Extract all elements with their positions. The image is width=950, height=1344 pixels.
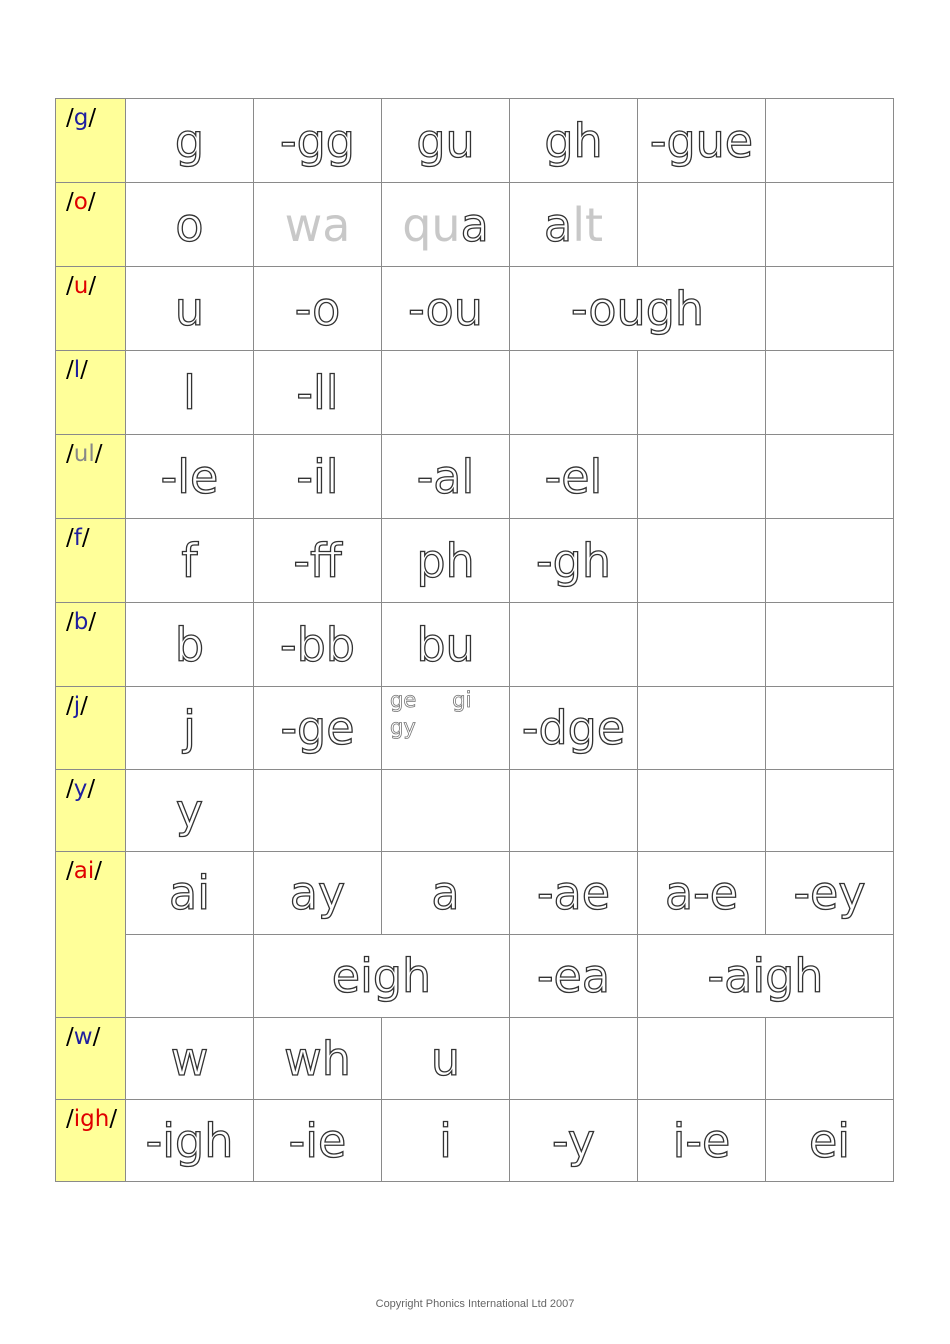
spelling-cell	[126, 267, 254, 351]
spelling-cell	[510, 351, 638, 435]
sound-label-cell	[56, 519, 126, 603]
table-row	[56, 435, 894, 519]
phonics-chart	[55, 98, 894, 1182]
spelling-cell	[638, 1100, 766, 1182]
sound-label-cell	[56, 435, 126, 519]
spelling: ai	[169, 866, 210, 920]
spelling-cell	[254, 935, 510, 1018]
spelling: -ou	[408, 281, 483, 336]
spelling-cell	[382, 351, 510, 435]
sound-label: /j/	[66, 693, 88, 719]
spelling: ge	[390, 688, 417, 712]
spelling-cell	[254, 770, 382, 852]
spelling: i-e	[672, 1113, 731, 1168]
spelling-cell	[126, 687, 254, 770]
spelling-cell	[126, 519, 254, 603]
spelling-cell	[254, 99, 382, 183]
sound-label: /ai/	[66, 858, 102, 884]
table-row	[56, 99, 894, 183]
spelling-cell	[766, 519, 894, 603]
spelling-cell	[126, 770, 254, 852]
spelling-cell	[766, 435, 894, 519]
spelling-cell	[510, 770, 638, 852]
table-row	[56, 1018, 894, 1100]
spelling-cell	[510, 1100, 638, 1182]
spelling: ph	[416, 533, 475, 588]
sound-label-cell	[56, 852, 126, 1018]
sound-label-cell	[56, 770, 126, 852]
spelling-cell	[766, 687, 894, 770]
table-row	[56, 351, 894, 435]
spelling-cell	[638, 852, 766, 935]
sound-label: /f/	[66, 525, 90, 551]
spelling: -gg	[280, 113, 355, 168]
sound-label-cell	[56, 1018, 126, 1100]
spelling: -ey	[793, 866, 866, 920]
spelling: -gue	[649, 113, 754, 168]
sound-label-cell	[56, 687, 126, 770]
spelling: ei	[808, 1113, 851, 1168]
spelling-cell	[126, 852, 254, 935]
spelling: eigh	[331, 949, 432, 1003]
spelling-cell	[766, 1018, 894, 1100]
sound-label: /ul/	[66, 441, 103, 467]
sound-label-cell	[56, 267, 126, 351]
spelling-cell	[510, 183, 638, 267]
table-row	[56, 519, 894, 603]
spelling-cell	[126, 603, 254, 687]
spelling-cell	[638, 687, 766, 770]
spelling-cell	[510, 267, 766, 351]
spelling: -il	[296, 449, 339, 504]
spelling: wh	[284, 1031, 351, 1086]
spelling: -al	[416, 449, 475, 504]
copyright-footer: Copyright Phonics International Ltd 2007	[375, 1298, 575, 1310]
sound-label: /w/	[66, 1024, 101, 1050]
spelling-cell	[382, 603, 510, 687]
spelling: -ough	[570, 281, 705, 336]
spelling-cell	[382, 519, 510, 603]
table-row	[56, 687, 894, 770]
spelling-cell	[638, 99, 766, 183]
spelling-cell	[382, 267, 510, 351]
spelling-cell	[254, 1018, 382, 1100]
spelling-cell	[126, 1018, 254, 1100]
spelling-cell	[382, 770, 510, 852]
spelling: -le	[160, 449, 219, 504]
spelling-cell	[254, 435, 382, 519]
spelling: -ie	[288, 1113, 347, 1168]
spelling: o	[175, 197, 204, 252]
spelling: -ge	[280, 701, 355, 755]
spelling: qua	[402, 197, 489, 252]
spelling-cell	[766, 99, 894, 183]
spelling: l	[183, 365, 196, 420]
spelling-cell	[254, 267, 382, 351]
spelling-cell	[510, 435, 638, 519]
spelling-cell	[382, 99, 510, 183]
spelling-cell	[510, 99, 638, 183]
sound-label: /b/	[66, 609, 97, 635]
sound-label: /g/	[66, 105, 97, 131]
spelling-cell	[126, 351, 254, 435]
spelling-cell	[510, 935, 638, 1018]
spelling: u	[174, 281, 205, 336]
spelling-cell	[766, 351, 894, 435]
spelling: a	[431, 866, 460, 920]
spelling-cell	[510, 1018, 638, 1100]
spelling-cell	[766, 183, 894, 267]
spelling: wa	[284, 197, 351, 252]
sound-label: /u/	[66, 273, 97, 299]
spelling-cell	[510, 852, 638, 935]
sound-label-cell	[56, 99, 126, 183]
spelling: -o	[294, 281, 341, 336]
spelling: -ff	[293, 533, 342, 588]
spelling-cell	[766, 603, 894, 687]
spelling-cell	[254, 519, 382, 603]
spelling-cell	[254, 603, 382, 687]
spelling: -ll	[296, 365, 339, 420]
spelling: -gh	[536, 533, 611, 588]
spelling: gu	[416, 113, 475, 168]
spelling: ay	[289, 866, 346, 920]
small-spellings	[382, 687, 509, 742]
sound-label-cell	[56, 603, 126, 687]
sound-label: /igh/	[66, 1106, 118, 1132]
spelling-cell	[126, 183, 254, 267]
spelling-cell	[254, 351, 382, 435]
spelling-cell	[766, 770, 894, 852]
spelling: w	[170, 1031, 209, 1086]
spelling: -dge	[521, 701, 626, 755]
spelling: -bb	[280, 617, 355, 672]
spelling: -ae	[536, 866, 611, 920]
spelling-cell	[766, 852, 894, 935]
spelling-cell	[126, 1100, 254, 1182]
spelling: -aigh	[707, 949, 824, 1003]
spelling-cell	[638, 183, 766, 267]
table-row	[56, 935, 894, 1018]
spelling: g	[174, 113, 205, 168]
spelling: gh	[544, 113, 603, 168]
spelling: a-e	[664, 866, 739, 920]
table-row	[56, 852, 894, 935]
spelling-cell	[382, 687, 510, 770]
sound-label: /y/	[66, 776, 96, 802]
spelling-cell	[638, 603, 766, 687]
spelling: -y	[551, 1113, 595, 1168]
spelling-cell	[510, 687, 638, 770]
spelling-cell	[638, 519, 766, 603]
table-row	[56, 770, 894, 852]
sound-label-cell	[56, 1100, 126, 1182]
spelling-cell	[510, 519, 638, 603]
spelling-cell	[382, 435, 510, 519]
spelling: gy	[390, 715, 416, 740]
sound-label-cell	[56, 183, 126, 267]
sound-label: /o/	[66, 189, 96, 215]
spelling-cell	[766, 267, 894, 351]
table-row	[56, 1100, 894, 1182]
sound-label-cell	[56, 351, 126, 435]
spelling: b	[174, 617, 205, 672]
spelling: bu	[416, 617, 475, 672]
table-row	[56, 603, 894, 687]
spelling-cell	[126, 935, 254, 1018]
sound-label: /l/	[66, 357, 88, 383]
spelling-cell	[638, 935, 894, 1018]
spelling-cell	[254, 183, 382, 267]
spelling: u	[430, 1031, 461, 1086]
spelling-cell	[638, 351, 766, 435]
table-row	[56, 183, 894, 267]
spelling-cell	[382, 1018, 510, 1100]
spelling: -igh	[145, 1113, 234, 1168]
spelling-cell	[254, 1100, 382, 1182]
spelling-cell	[382, 1100, 510, 1182]
spelling-cell	[254, 852, 382, 935]
spelling: y	[175, 783, 204, 838]
table-row	[56, 267, 894, 351]
spelling-cell	[638, 1018, 766, 1100]
spelling-cell	[254, 687, 382, 770]
spelling: -el	[544, 449, 603, 504]
spelling: -ea	[536, 949, 611, 1003]
spelling-cell	[638, 435, 766, 519]
spelling: j	[183, 701, 196, 755]
spelling-cell	[126, 435, 254, 519]
spelling-cell	[126, 99, 254, 183]
spelling: i	[439, 1113, 452, 1168]
spelling: f	[181, 533, 198, 588]
spelling-cell	[510, 603, 638, 687]
spelling: gi	[452, 688, 472, 712]
spelling-cell	[638, 770, 766, 852]
spelling: alt	[543, 197, 604, 252]
spelling-cell	[766, 1100, 894, 1182]
spelling-cell	[382, 852, 510, 935]
spelling-cell	[382, 183, 510, 267]
